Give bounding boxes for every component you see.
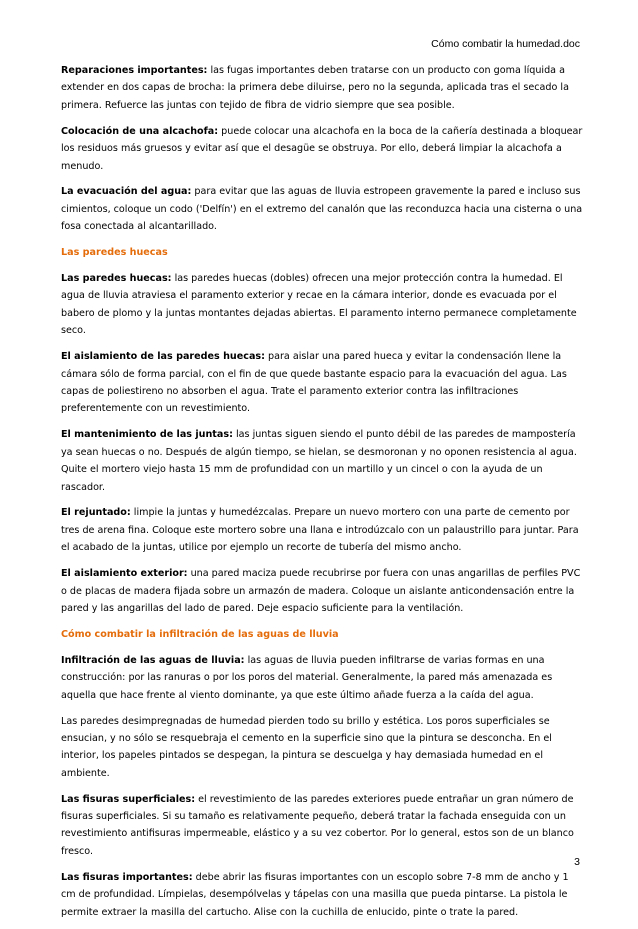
paragraph-text: las paredes huecas (dobles) ofrecen una mejor protección contra la humedad. El agua de lluvia atraviesa el paramento exterior y recae en la cámara interior, donde es evacuada por el babero de plomo y la juntas montantes dejadas abiertas. El paramento interno permanece completamente seco. [61,273,577,337]
paragraph-term: Las fisuras superficiales: [61,793,196,805]
document-filename: Cómo combatir la humedad.doc [431,38,580,50]
page-number: 3 [574,856,580,868]
paragraph-term: Infiltración de las aguas de lluvia: [61,654,245,666]
paragraph [61,565,583,617]
paragraph-text: para aislar una pared hueca y evitar la condensación llene la cámara sólo de forma parcial, con el fin de que quede bastante espacio para la evacuación del agua. Las capas de poliestireno no absorben el agua. Trate el paramento exterior contra las infiltraciones preferentemente con un revestimiento. [61,351,567,415]
document-body [61,62,583,929]
paragraph [61,713,583,783]
paragraph [61,348,583,418]
paragraph [61,62,583,114]
section-heading: Cómo combatir la infiltración de las aguas de lluvia [61,628,339,640]
paragraph [61,123,583,175]
paragraph [61,791,583,861]
paragraph-text: limpie la juntas y humedézcalas. Prepare un nuevo mortero con una parte de cemento por tres de arena fina. Coloque este mortero sobre una llana e introdúzcalo con un palaustrillo para juntar. Para el acabado de la juntas, utilice por ejemplo un recorte de tubería del mismo ancho. [61,507,579,554]
paragraph-term: El aislamiento de las paredes huecas: [61,351,265,363]
paragraph-term: La evacuación del agua: [61,186,192,198]
paragraph-text: las fugas importantes deben tratarse con un producto con goma líquida a extender en dos capas de brocha: la primera debe diluirse, pero no la segunda, aplicada tras el secado la primera. Refuerce las juntas con tejido de fibra de vidrio siempre que sea posible. [61,65,569,111]
paragraph [61,426,583,496]
paragraph [61,270,583,340]
section-heading: Las paredes huecas [61,247,168,259]
paragraph [61,652,583,704]
paragraph-term: Reparaciones importantes: [61,65,208,76]
paragraph-text: Las paredes desimpregnadas de humedad pierden todo su brillo y estética. Los poros superficiales se ensucian, y no sólo se resquebraja el cemento en la superficie sino que la pintura se desconcha. En el interior, los papeles pintados se despegan, la pintura se descuelga y hay demasiada humedad en el ambiente. [61,715,552,779]
paragraph-term: El rejuntado: [61,507,131,519]
paragraph-term: El aislamiento exterior: [61,568,188,580]
paragraph-text: para evitar que las aguas de lluvia estropeen gravemente la pared e incluso sus cimientos, coloque un codo ('Delfín') en el extremo del canalón que las reconduzca hacia una cisterna o una fosa conectada al alcantarillado. [61,186,583,233]
paragraph-term: Las fisuras importantes: [61,871,193,883]
paragraph-term: Colocación de una alcachofa: [61,125,219,137]
paragraph-text: el revestimiento de las paredes exteriores puede entrañar un gran número de fisuras superficiales. Si su tamaño es relativamente pequeño, deberá tratar la fachada enseguida con un revestimiento antifisuras impermeable, elástico y a su vez cobertor. Por lo general, estos son de un blanco fresco. [61,793,574,857]
paragraph-text: las aguas de lluvia pueden infiltrarse de varias formas en una construcción: por las ranuras o por los poros del material. Generalmente, la pared más amenazada es aquella que hace frente al viento dominante, ya que este último añade fuerza a la caída del agua. [61,654,553,701]
paragraph-text: debe abrir las fisuras importantes con un escoplo sobre 7-8 mm de ancho y 1 cm de profundidad. Límpielas, desempólvelas y tápelas con una masilla que pueda pintarse. La pistola le permite extraer la masilla del cartucho. Alise con la cuchilla de enlucido, pinte o trate la pared. [61,871,569,918]
paragraph-text: una pared maciza puede recubrirse por fuera con unas angarillas de perfiles PVC o de placas de madera fijada sobre un armazón de madera. Coloque un aislante anticondensación entre la pared y las angarillas del lado de pared. Deje espacio suficiente para la ventilación. [61,568,581,614]
paragraph-term: Las paredes huecas: [61,273,172,285]
paragraph [61,183,583,235]
paragraph [61,869,583,921]
paragraph-text: puede colocar una alcachofa en la boca de la cañería destinada a bloquear los residuos más gruesos y evitar así que el desagüe se obstruya. Por ello, deberá limpiar la alcachofa a menudo. [61,125,583,172]
paragraph-term: El mantenimiento de las juntas: [61,429,233,441]
paragraph [61,504,583,556]
paragraph-text: las juntas siguen siendo el punto débil de las paredes de mampostería ya sean huecas o no. Después de algún tiempo, se hielan, se desmoronan y no oponen resistencia al agua. Quite el mortero viejo hasta 15 mm de profundidad con un martillo y un cincel o con la ayuda de un rascador. [61,429,577,493]
